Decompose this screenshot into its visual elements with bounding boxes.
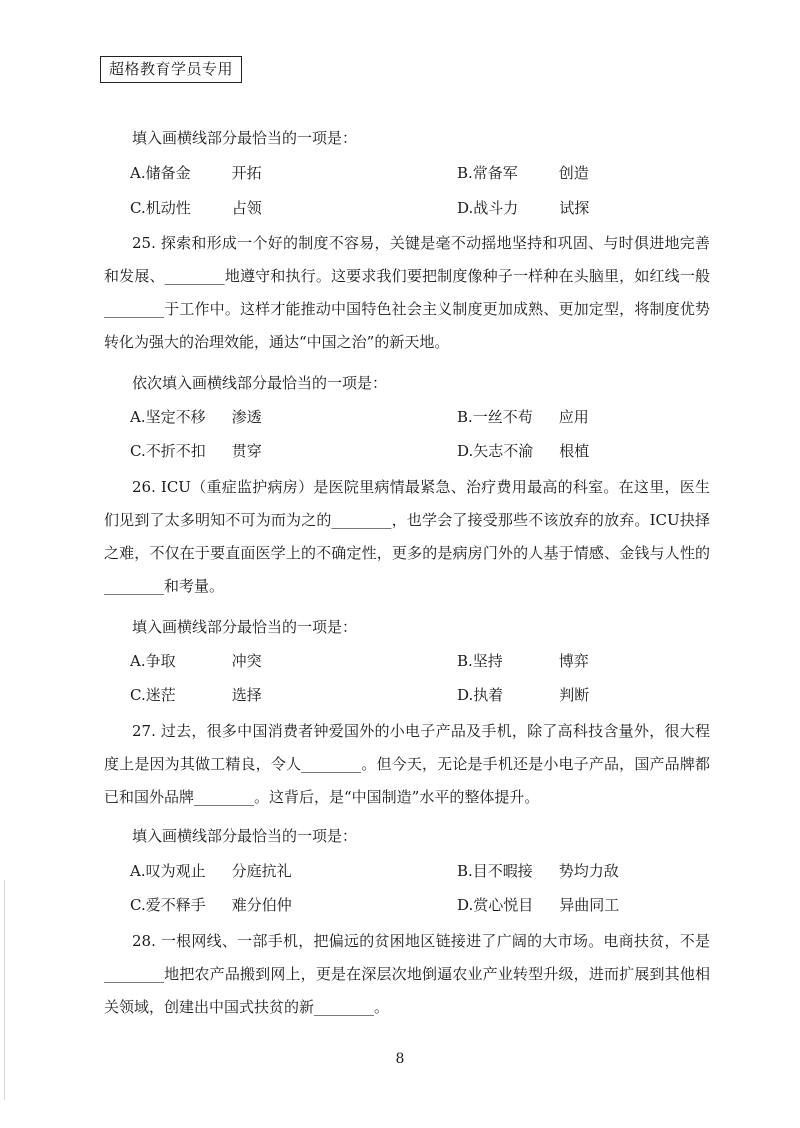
- q27-option-c: C.爱不释手 难分伯仲: [130, 896, 292, 914]
- q27-option-b: B.目不暇接 势均力敌: [457, 862, 619, 880]
- q25-option-d: D.矢志不渝 根植: [457, 442, 590, 460]
- q24-option-c: C.机动性 占领: [130, 199, 262, 217]
- q27-stem: 27. 过去，很多中国消费者钟爱国外的小电子产品及手机，除了高科技含量外，很大程度上是因为其做工精良，令人________。但今天，无论是手机还是小电子产品，国产品牌都已和国外品牌________。这背后，是“中国制造”水平的整体提升。: [104, 722, 710, 806]
- q26-stem: 26. ICU（重症监护病房）是医院里病情最紧急、治疗费用最高的科室。在这里，医生们见到了太多明知不可为而为之的________，也学会了接受那些不该放弃的放弃。ICU抉择之难，不仅在于要直面医学上的不确定性，更多的是病房门外的人基于情感、金钱与人性的________和考量。: [104, 478, 710, 595]
- q24-option-b: B.常备军 创造: [457, 164, 589, 182]
- scan-edge-mark: [4, 880, 5, 1100]
- q28-stem: 28. 一根网线、一部手机，把偏远的贫困地区链接进了广阔的大市场。电商扶贫，不是________地把农产品搬到网上，更是在深层次地倒逼农业产业转型升级，进而扩展到其他相关领域，创建出中国式扶贫的新________。: [104, 932, 710, 1016]
- q25-option-c: C.不折不扣 贯穿: [130, 442, 262, 460]
- q27-prompt: 填入画横线部分最恰当的一项是：: [132, 827, 358, 845]
- q26-option-d: D.执着 判断: [457, 686, 590, 704]
- q26-option-a: A.争取 冲突: [130, 652, 262, 670]
- q25-option-b: B.一丝不苟 应用: [457, 408, 589, 426]
- q26-option-c: C.迷茫 选择: [130, 686, 262, 704]
- header-label: 超格教育学员专用: [100, 56, 242, 83]
- q24-option-a: A.储备金 开拓: [130, 164, 262, 182]
- q27-option-d: D.赏心悦目 异曲同工: [457, 896, 620, 914]
- q24-option-d: D.战斗力 试探: [457, 199, 590, 217]
- q25-stem: 25. 探索和形成一个好的制度不容易，关键是毫不动摇地坚持和巩固、与时俱进地完善和发展、________地遵守和执行。这要求我们要把制度像种子一样种在头脑里，如红线一般________于工作中。这样才能推动中国特色社会主义制度更加成熟、更加定型，将制度优势转化为强大的治理效能，通达“中国之治”的新天地。: [104, 234, 710, 351]
- q27-option-a: A.叹为观止 分庭抗礼: [130, 862, 292, 880]
- q25-prompt: 依次填入画横线部分最恰当的一项是：: [132, 374, 388, 392]
- q25-option-a: A.坚定不移 渗透: [130, 408, 262, 426]
- q24-prompt: 填入画横线部分最恰当的一项是：: [132, 129, 358, 147]
- q26-option-b: B.坚持 博弈: [457, 652, 589, 670]
- page-number: 8: [395, 1051, 405, 1067]
- q26-prompt: 填入画横线部分最恰当的一项是：: [132, 618, 358, 636]
